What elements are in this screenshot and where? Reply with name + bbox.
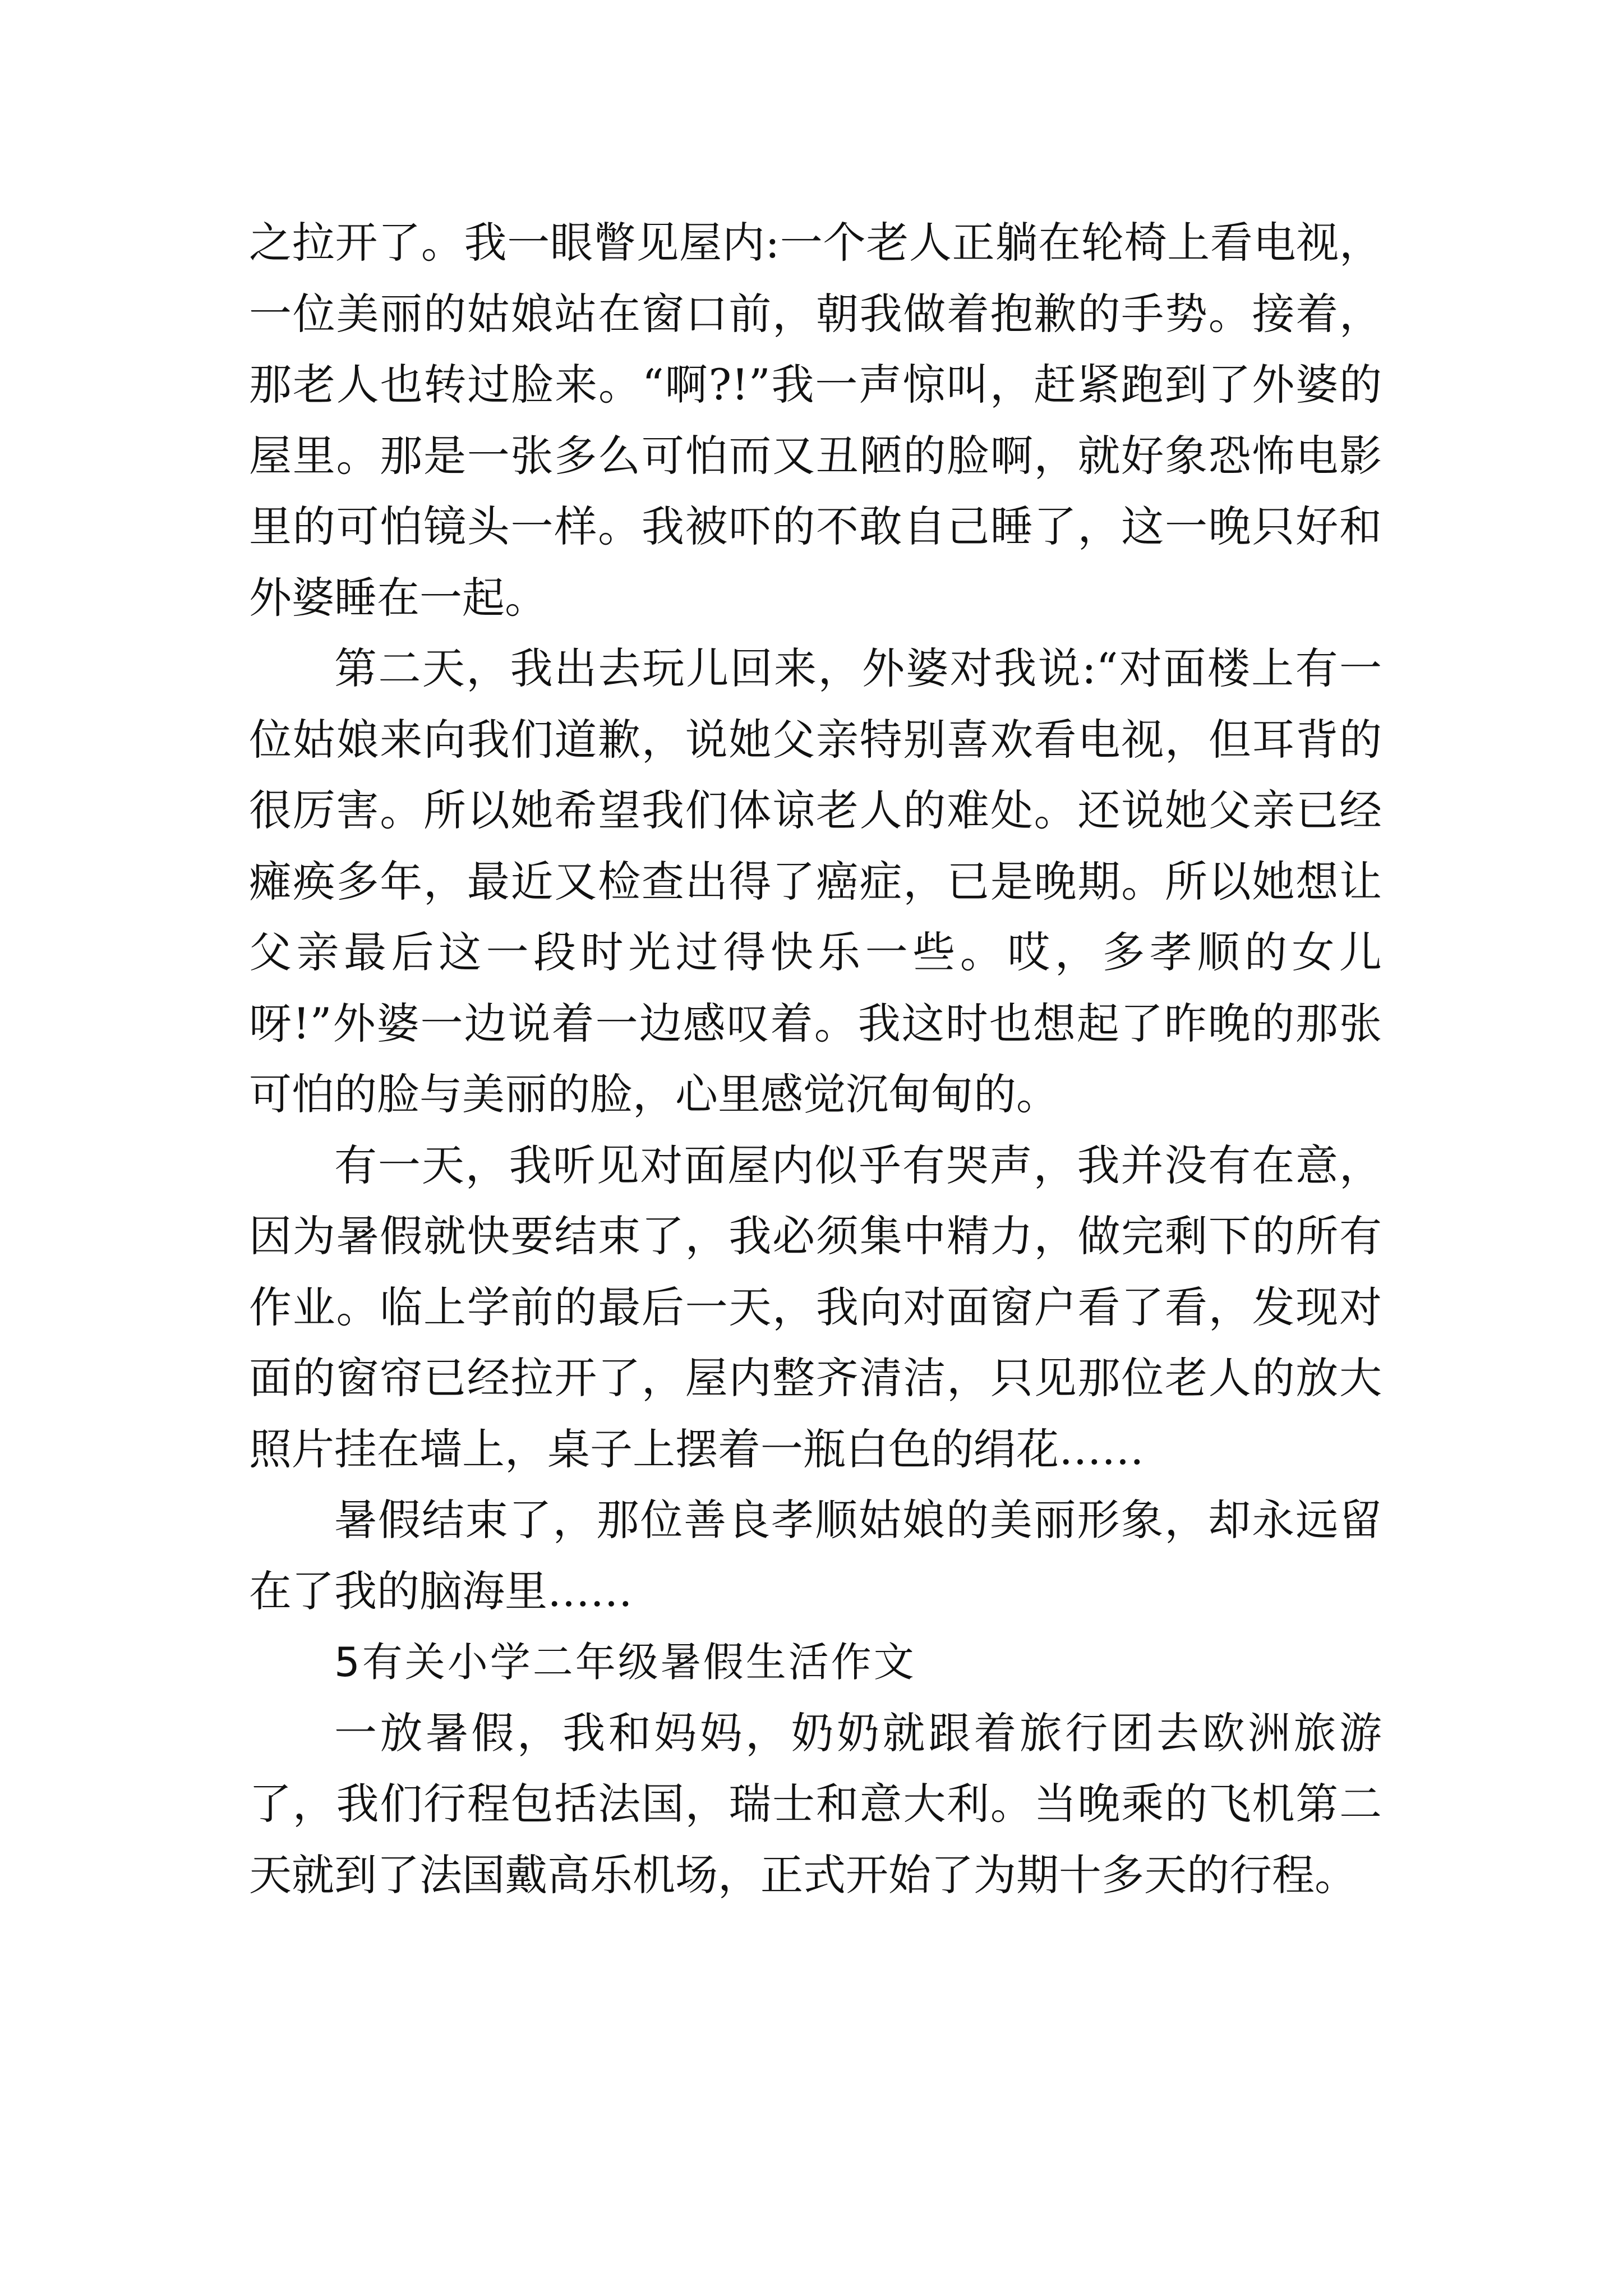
paragraph-continuation: 之拉开了。我一眼瞥见屋内:一个老人正躺在轮椅上看电视，一位美丽的姑娘站在窗口前，朝我做着抱歉的手势。接着，那老人也转过脸来。“啊?!”我一声惊叫，赶紧跑到了外婆的屋里。那是一张多么可怕而又丑陋的脸啊，就好象恐怖电影里的可怕镜头一样。我被吓的不敢自己睡了，这一晚只好和外婆睡在一起。 — [249, 218, 1382, 623]
section-heading: 5有关小学二年级暑假生活作文 — [334, 1639, 916, 1686]
paragraph-europe-trip: 一放暑假，我和妈妈，奶奶就跟着旅行团去欧洲旅游了，我们行程包括法国，瑞士和意大利。当晚乘的飞机第二天就到了法国戴高乐机场，正式开始了为期十多天的行程。 — [249, 1708, 1382, 1900]
paragraph-one-day: 有一天，我听见对面屋内似乎有哭声，我并没有在意，因为暑假就快要结束了，我必须集中精力，做完剩下的所有作业。临上学前的最后一天，我向对面窗户看了看，发现对面的窗帘已经拉开了，屋内整齐清洁，只见那位老人的放大照片挂在墙上，桌子上摆着一瓶白色的绢花…… — [249, 1140, 1382, 1474]
paragraph-summer-end: 暑假结束了，那位善良孝顺姑娘的美丽形象，却永远留在了我的脑海里…… — [249, 1495, 1382, 1616]
document-body — [249, 208, 1382, 1911]
paragraph-second-day: 第二天，我出去玩儿回来，外婆对我说:“对面楼上有一位姑娘来向我们道歉，说她父亲特别喜欢看电视，但耳背的很厉害。所以她希望我们体谅老人的难处。还说她父亲已经瘫痪多年，最近又检查出得了癌症，已是晚期。所以她想让父亲最后这一段时光过得快乐一些。哎，多孝顺的女儿呀!”外婆一边说着一边感叹着。我这时也想起了昨晚的那张可怕的脸与美丽的脸，心里感觉沉甸甸的。 — [249, 643, 1382, 1119]
